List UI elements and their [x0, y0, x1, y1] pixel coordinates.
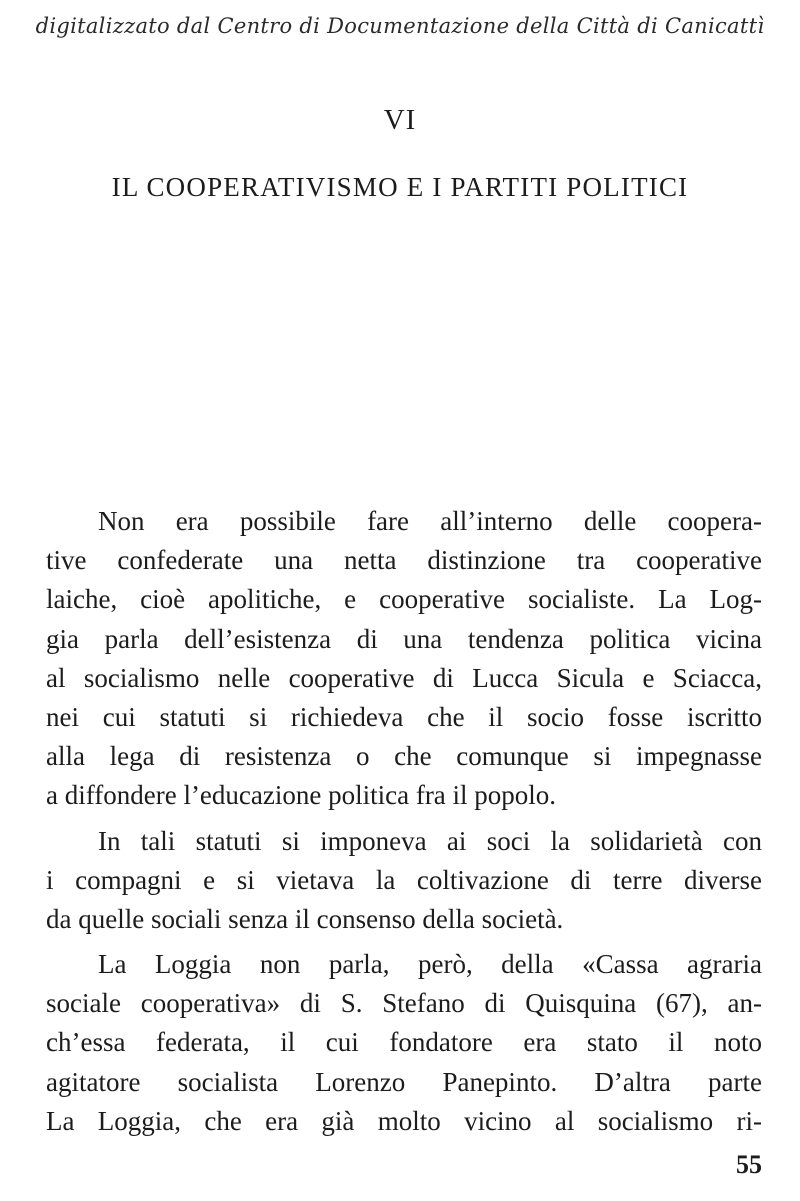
- chapter-number: VI: [383, 104, 417, 136]
- text-line: In tali statuti si imponeva ai soci la solidarietà con: [98, 825, 762, 856]
- text-line: tive confederate una netta distinzione tra cooperative: [46, 545, 762, 576]
- text-line: alla lega di resistenza o che comunque si impegnasse: [46, 741, 762, 772]
- text-line: La Loggia, che era già molto vicino al socialismo ri-: [46, 1105, 762, 1136]
- text-line: gia parla dell’esistenza di una tendenza politica vicina: [46, 623, 762, 654]
- text-line: i compagni e si vietava la coltivazione di terre diverse: [46, 864, 762, 895]
- digitization-watermark: digitalizzato dal Centro di Documentazione della Città di Canicattì: [35, 14, 765, 38]
- paragraph-3: [46, 945, 762, 1141]
- text-line: da quelle sociali senza il consenso della società.: [46, 903, 564, 934]
- paragraph-2: [46, 822, 762, 940]
- page-number: 55: [736, 1150, 762, 1179]
- paragraph-1: [46, 502, 762, 816]
- text-line: agitatore socialista Lorenzo Panepinto. D’altra parte: [46, 1066, 762, 1097]
- text-line: al socialismo nelle cooperative di Lucca Sicula e Sciacca,: [46, 662, 762, 693]
- text-line: sociale cooperativa» di S. Stefano di Quisquina (67), an-: [46, 988, 762, 1019]
- text-line: Non era possibile fare all’interno delle coopera-: [98, 506, 762, 536]
- body-text: [46, 502, 762, 1141]
- chapter-title: IL COOPERATIVISMO E I PARTITI POLITICI: [111, 172, 689, 202]
- text-line: nei cui statuti si richiedeva che il socio fosse iscritto: [46, 701, 762, 732]
- text-line: a diffondere l’educazione politica fra il popolo.: [46, 780, 557, 811]
- text-line: ch’essa federata, il cui fondatore era stato il noto: [46, 1027, 762, 1058]
- text-line: La Loggia non parla, però, della «Cassa agraria: [98, 949, 762, 980]
- text-line: laiche, cioè apolitiche, e cooperative socialiste. La Log-: [46, 584, 762, 615]
